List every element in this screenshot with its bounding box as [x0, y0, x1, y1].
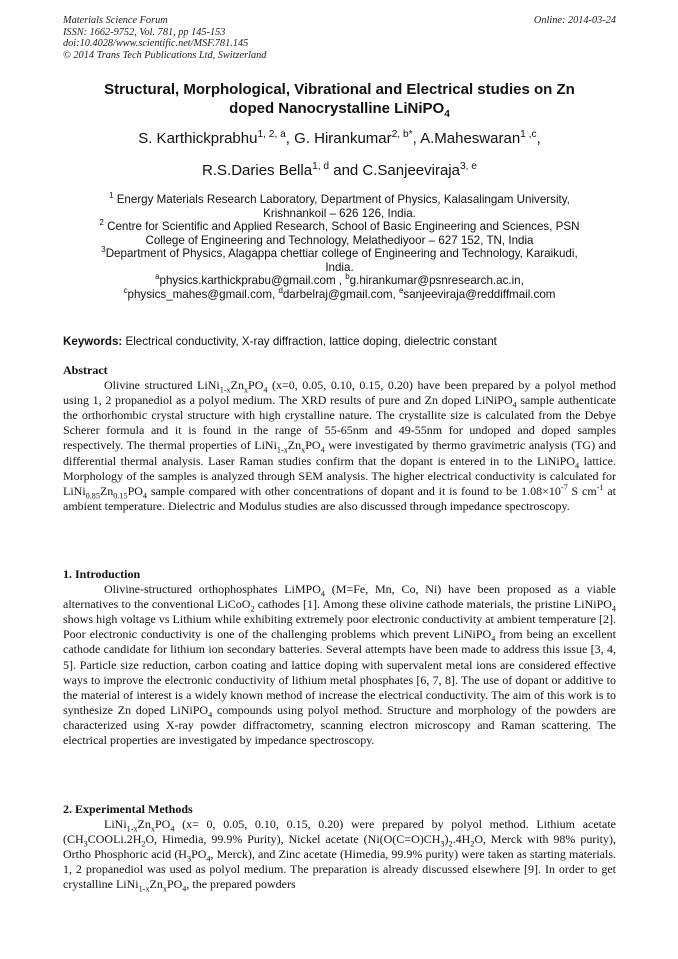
introduction-heading: 1. Introduction — [63, 567, 141, 581]
online-date: Online: 2014-03-24 — [533, 15, 616, 26]
author-name: S. Karthickprabhu — [138, 130, 258, 147]
author-line-2: R.S.Daries Bella$^{1, d}$ and C.Sanjeeviraja$^{3, e}$ — [202, 161, 477, 179]
affiliation-2-cont: College of Engineering and Technology, Melathediyoor – 627 152, TN, India — [145, 233, 534, 247]
affiliations — [63, 193, 616, 301]
affiliation-1: $^1$ Energy Materials Research Laboratory, Department of Physics, Kalasalingam University, — [109, 191, 570, 206]
author-name: , G. Hirankumar — [285, 130, 392, 147]
introduction-body: Olivine-structured orthophosphates LiMPO$_4$ (M=Fe, Mn, Co, Ni) have been proposed as a viable alternatives to the conventional LiCoO$_2$ cathodes [1]. Among these olivine cathode materials, the pristine LiNiPO$_4$ shows high voltage vs Lithium while exhibiting extremely poor electronic conductivity at ambient temperature [2]. Poor electronic conductivity is one of the challenging problems which prevent LiNiPO$_4$ from being an excellent cathode candidate for lithium ion secondary batteries. Several attempts have been made to address this issue [3, 4, 5]. Particle size reduction, carbon coating and lattice doping with supervalent metal ions are considered effective ways to improve the electronic conductivity of lithium metal phosphates [6, 7, 8]. The use of dopant or additive to the material of interest is a widely known method of increase the electrical conductivity. The aim of this work is to synthesize Zn doped LiNiPO$_4$ compounds using polyol method. Structure and morphology of the powders are characterized using X-ray powder diffractometry, scanning electron microscopy and Raman scattering. The electrical properties are investigated by impedance spectroscopy. — [63, 582, 616, 748]
issn-line: ISSN: 1662-9752, Vol. 781, pp 145-153 — [63, 26, 226, 38]
email-link[interactable]: sanjeeviraja@reddiffmail.com — [403, 287, 556, 301]
affiliation-2: $^2$ Centre for Scientific and Applied Research, School of Basic Engineering and Sciences, PSN — [99, 218, 580, 233]
copyright-line: © 2014 Trans Tech Publications Ltd, Switzerland — [63, 49, 267, 61]
abstract-section — [63, 363, 616, 514]
methods-heading: 2. Experimental Methods — [63, 802, 193, 816]
paper-title — [63, 80, 616, 118]
keywords-label: Keywords: — [63, 335, 123, 348]
email-link[interactable]: physics.karthickprabu@gmail.com , — [159, 274, 346, 287]
doi-line: doi:10.4028/www.scientific.net/MSF.781.145 — [63, 38, 249, 49]
abstract-body: Olivine structured $LiNi_{1-x}Zn_xPO_4$ (x=0, 0.05, 0.10, 0.15, 0.20) have been prepared by a polyol method using 1, 2 propanediol as a polyol medium. The XRD results of pure and Zn doped LiNiPO$_4$ sample authenticate the orthorhombic crystal structure with high crystalline nature. The crystallite size is calculated from the Debye Scherer formula and it is found in the range of 55-65nm and 49-55nm for undoped and doped samples respectively. The thermal properties of $LiNi_{1-x}Zn_xPO_4$ were investigated by thermo gravimetric analysis (TG) and differential thermal analysis. Laser Raman studies confirm that the dopant is entered in to the LiNiPO$_4$ lattice. Morphology of the samples is analyzed through SEM analysis. The higher electrical conductivity is calculated for $LiNi_{0.85}Zn_{0.15}PO_4$ sample compared with other concentrations of dopant and it is found to be $1.08\times 10^{-7}$ S $cm^{-1}$ at ambient temperature. Dielectric and Modulus studies are also discussed through impedance spectroscopy. — [63, 378, 617, 513]
author-line-1: S. Karthickprabhu$^{1, 2, a}$, G. Hirankumar$^{2, b*}$, A.Maheswaran$^{1 ,c}$, — [138, 129, 541, 147]
email-link[interactable]: g.hirankumar@psnresearch.ac.in, — [349, 274, 524, 287]
affiliation-3-cont: India. — [325, 260, 354, 274]
author-name: R.S.Daries Bella — [202, 162, 313, 179]
affiliation-3: $^3$Department of Physics, Alagappa chettiar college of Engineering and Technology, Karaikudi, — [101, 245, 578, 260]
methods-section — [63, 802, 616, 893]
author-name: , A.Maheswaran — [412, 130, 521, 147]
keywords-text: Electrical conductivity, X-ray diffraction, lattice doping, dielectric constant — [122, 335, 497, 348]
email-link[interactable]: physics_mahes@gmail.com, — [127, 287, 279, 301]
author-name: and C.Sanjeeviraja — [329, 162, 460, 179]
methods-body: $LiNi_{1-x}Zn_xPO_4$ (x= 0, 0.05, 0.10, 0.15, 0.20) were prepared by polyol method. Lithium acetate ($CH_3COOLi.2H_2O$, Himedia, 99.9% Purity), Nickel acetate ($Ni(O(C=O)CH_3)_2.4H_2O$, Merck with 98% purity), Ortho Phosphoric acid ($H_3PO_4$, Merck), and Zinc acetate (Himedia, 99.9% purity) were taken as starting materials. 1, 2 propanediol was used as polyol medium. The preparation is already discussed elsewhere [9]. In order to get crystalline $LiNi_{1-x}Zn_xPO_4$, the prepared powders — [63, 817, 617, 894]
title-line-1: Structural, Morphological, Vibrational and Electrical studies on Zn — [104, 81, 575, 98]
keywords — [63, 335, 616, 349]
email-line-1: $^a$physics.karthickprabu@gmail.com , $^b$g.hirankumar@psnresearch.ac.in, — [155, 272, 524, 287]
journal-header — [63, 15, 616, 61]
title-line-2: doped Nanocrystalline LiNiPO$_4$ — [229, 100, 450, 120]
affiliation-1-cont: Krishnankoil – 626 126, India. — [263, 206, 416, 220]
abstract-heading: Abstract — [63, 363, 108, 377]
email-line-2: $^c$physics_mahes@gmail.com, $^d$darbelraj@gmail.com, $^e$sanjeeviraja@reddiffmail.com — [123, 285, 556, 301]
introduction-section — [63, 567, 616, 748]
journal-name: Materials Science Forum — [63, 15, 168, 26]
email-link[interactable]: darbelraj@gmail.com, — [282, 287, 399, 301]
